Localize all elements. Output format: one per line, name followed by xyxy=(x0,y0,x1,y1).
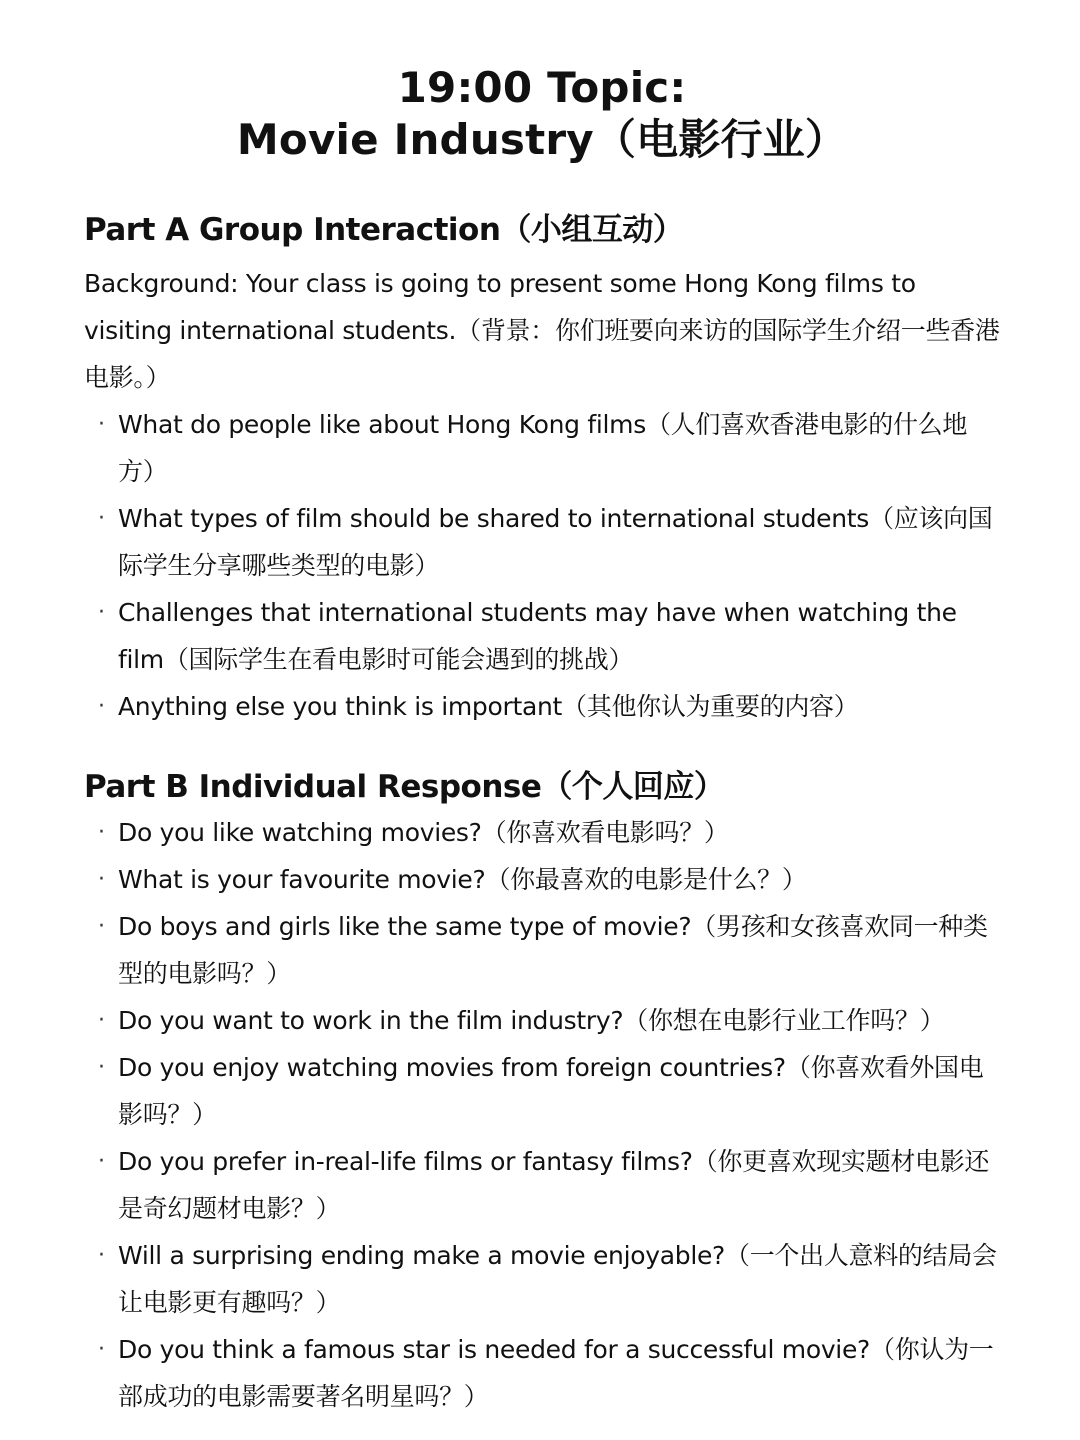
bullet-icon: · xyxy=(98,600,105,625)
bullet-icon: · xyxy=(98,694,105,719)
list-item xyxy=(84,1326,1000,1420)
part-a-list xyxy=(84,401,1000,730)
list-item-text: Do you want to work in the film industry?（你想在电影行业工作吗？） xyxy=(118,1006,945,1035)
part-b-list xyxy=(84,809,1000,1420)
list-item-text: What is your favourite movie?（你最喜欢的电影是什么？） xyxy=(118,865,807,894)
list-item xyxy=(84,589,1000,683)
list-item-text: Challenges that international students may have when watching the film（国际学生在看电影时可能会遇到的挑战） xyxy=(118,598,957,674)
list-item xyxy=(84,1044,1000,1138)
bullet-icon: · xyxy=(98,1149,105,1174)
bullet-icon: · xyxy=(98,820,105,845)
list-item xyxy=(84,401,1000,495)
list-item-text: What do people like about Hong Kong films（人们喜欢香港电影的什么地方） xyxy=(118,410,968,486)
bullet-icon: · xyxy=(98,412,105,437)
part-a-background: Background: Your class is going to present some Hong Kong films to visiting international students.（背景：你们班要向来访的国际学生介绍一些香港电影。） xyxy=(84,269,1000,392)
list-item xyxy=(84,997,1000,1044)
list-item-text: Do you like watching movies?（你喜欢看电影吗？） xyxy=(118,818,729,847)
list-item xyxy=(84,1138,1000,1232)
bullet-icon: · xyxy=(98,1243,105,1268)
page-title-line-2: Movie Industry（电影行业） xyxy=(236,115,848,164)
list-item xyxy=(84,903,1000,997)
bullet-icon: · xyxy=(98,506,105,531)
part-b-heading: Part B Individual Response（个人回应） xyxy=(84,769,725,805)
list-item-text: Do you enjoy watching movies from foreign countries?（你喜欢看外国电影吗？） xyxy=(118,1053,984,1129)
bullet-icon: · xyxy=(98,914,105,939)
list-item-text: Do boys and girls like the same type of movie?（男孩和女孩喜欢同一种类型的电影吗？） xyxy=(118,912,988,988)
bullet-icon: · xyxy=(98,1055,105,1080)
bullet-icon: · xyxy=(98,1008,105,1033)
page-title-line-1: 19:00 Topic: xyxy=(397,63,687,112)
list-item-text: What types of film should be shared to international students（应该向国际学生分享哪些类型的电影） xyxy=(118,504,993,580)
list-item xyxy=(84,495,1000,589)
bullet-icon: · xyxy=(98,867,105,892)
list-item xyxy=(84,809,1000,856)
list-item xyxy=(84,1232,1000,1326)
list-item-text: Do you prefer in-real-life films or fantasy films?（你更喜欢现实题材电影还是奇幻题材电影？） xyxy=(118,1147,990,1223)
list-item-text: Will a surprising ending make a movie enjoyable?（一个出人意料的结局会让电影更有趣吗？） xyxy=(118,1241,997,1317)
list-item-text: Anything else you think is important（其他你认为重要的内容） xyxy=(118,692,859,721)
list-item xyxy=(84,856,1000,903)
part-a-section xyxy=(84,208,1000,730)
list-item xyxy=(84,683,1000,730)
list-item-text: Do you think a famous star is needed for a successful movie?（你认为一部成功的电影需要著名明星吗？） xyxy=(118,1335,994,1411)
bullet-icon: · xyxy=(98,1337,105,1362)
part-b-section xyxy=(84,765,1000,1420)
part-a-heading: Part A Group Interaction（小组互动） xyxy=(84,212,684,248)
page-title xyxy=(84,62,1000,166)
